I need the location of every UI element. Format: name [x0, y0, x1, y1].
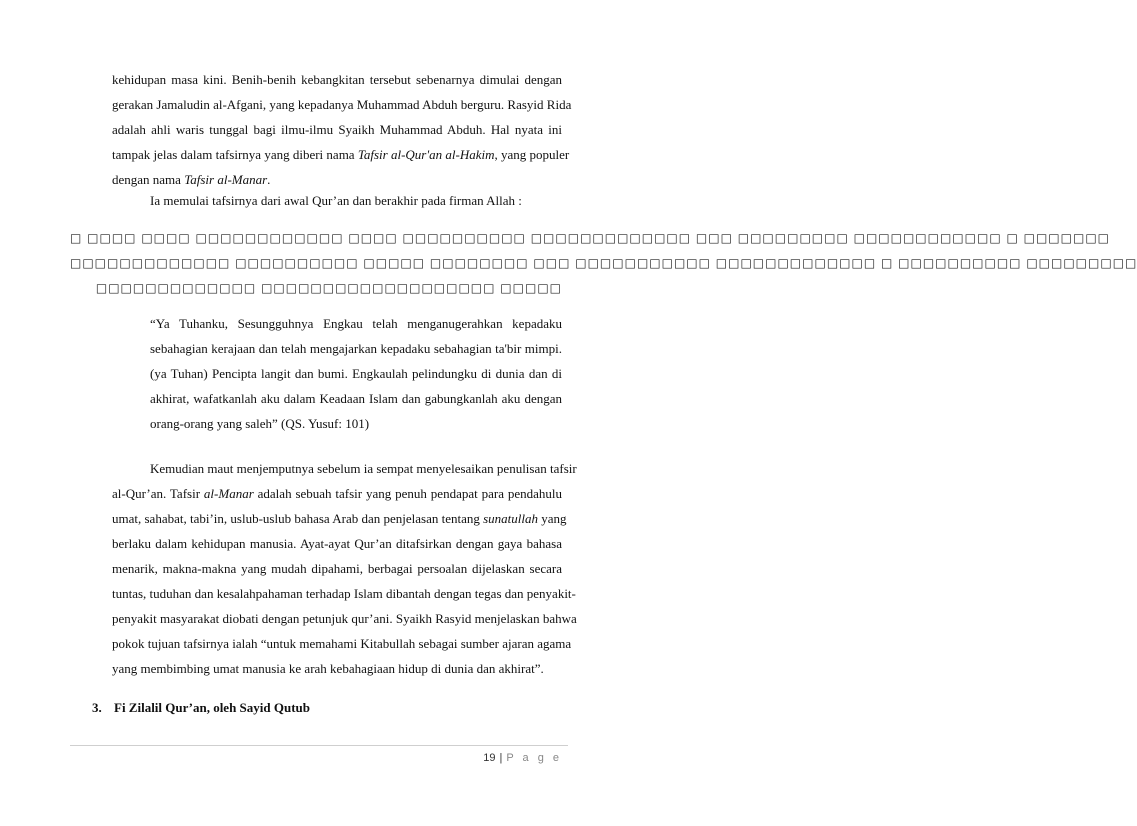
text-line: pokok tujuan tafsirnya ialah “untuk memahami Kitabullah sebagai sumber ajaran agama [112, 636, 572, 651]
quote-line: sebahagian kerajaan dan telah mengajarkan kepadaku sebahagian ta'bir mimpi. [150, 341, 562, 356]
text-line: penyakit masyarakat diobati dengan petunjuk qur’ani. Syaikh Rasyid menjelaskan bahwa [112, 611, 577, 626]
intro-line: Ia memulai tafsirnya dari awal Qur’an dan berakhir pada firman Allah : [150, 193, 522, 208]
text-line: gerakan Jamaludin al-Afgani, yang kepadanya Muhammad Abduh berguru. Rasyid Rida [112, 97, 572, 112]
arabic-line: □ □□□□ □□□□ □□□□□□□□□□□□ □□□□ □□□□□□□□□□ □□□□□□□□□□□□□ □□□ □□□□□□□□□ □□□□□□□□□□□□ □ □□□□□□□ [70, 231, 1110, 245]
heading-text: Fi Zilalil Qur’an, oleh Sayid Qutub [114, 700, 311, 715]
quote-line: “Ya Tuhanku, Sesungguhnya Engkau telah menganugerahkan kepadaku [150, 316, 562, 331]
arabic-verse [70, 226, 1137, 301]
text-line: tuntas, tuduhan dan kesalahpahaman terhadap Islam dibantah dengan tegas dan penyakit- [112, 586, 576, 601]
text-line: menarik, makna-makna yang mudah dipahami, berbagai persoalan dijelaskan secara [112, 561, 562, 576]
footer-divider [70, 745, 568, 746]
text-line: adalah ahli waris tunggal bagi ilmu-ilmu Syaikh Muhammad Abduh. Hal nyata ini [112, 122, 562, 137]
paragraph-al-manar [112, 456, 577, 681]
text-line: al-Qur’an. Tafsir al-Manar adalah sebuah tafsir yang penuh pendapat para pendahulu [112, 486, 562, 501]
text-line: tampak jelas dalam tafsirnya yang diberi nama Tafsir al-Qur'an al-Hakim, yang populer [112, 147, 570, 162]
paragraph-rasyid-rida [112, 67, 572, 192]
text-line: yang membimbing umat manusia ke arah kebahagiaan hidup di dunia dan akhirat”. [112, 661, 544, 676]
heading-number: 3. [92, 700, 102, 715]
book-title-italic: Tafsir al-Qur'an al-Hakim [357, 147, 495, 162]
footer-separator: | [499, 752, 503, 764]
book-title-italic: Tafsir al-Manar [184, 172, 268, 187]
page-label: P a g e [506, 752, 562, 764]
page-footer [483, 752, 562, 764]
quote-line: orang-orang yang saleh” (QS. Yusuf: 101) [150, 416, 370, 431]
quote-line: (ya Tuhan) Pencipta langit dan bumi. Engkaulah pelindungku di dunia dan di [150, 366, 562, 381]
verse-translation-quote [150, 311, 562, 436]
book-title-italic: al-Manar [203, 486, 254, 501]
text-line: umat, sahabat, tabi’in, uslub-uslub bahasa Arab dan penjelasan tentang sunatullah yang [112, 511, 567, 526]
text-line: Kemudian maut menjemputnya sebelum ia sempat menyelesaikan penulisan tafsir [150, 461, 577, 476]
arabic-line: □□□□□□□□□□□□□ □□□□□□□□□□ □□□□□ □□□□□□□□ □□□ □□□□□□□□□□□ □□□□□□□□□□□□□ □ □□□□□□□□□□ □□□□□□□□□ [70, 256, 1137, 270]
section-heading [92, 700, 310, 716]
text-line: dengan nama Tafsir al-Manar. [112, 172, 271, 187]
arabic-line: □□□□□□□□□□□□□ □□□□□□□□□□□□□□□□□□□ □□□□□ [95, 281, 562, 295]
term-italic: sunatullah [483, 511, 539, 526]
text-line: berlaku dalam kehidupan manusia. Ayat-ayat Qur’an ditafsirkan dengan gaya bahasa [112, 536, 562, 551]
page-number: 19 [483, 752, 496, 764]
quote-line: akhirat, wafatkanlah aku dalam Keadaan Islam dan gabungkanlah aku dengan [150, 391, 562, 406]
text-line: kehidupan masa kini. Benih-benih kebangkitan tersebut sebenarnya dimulai dengan [112, 72, 562, 87]
